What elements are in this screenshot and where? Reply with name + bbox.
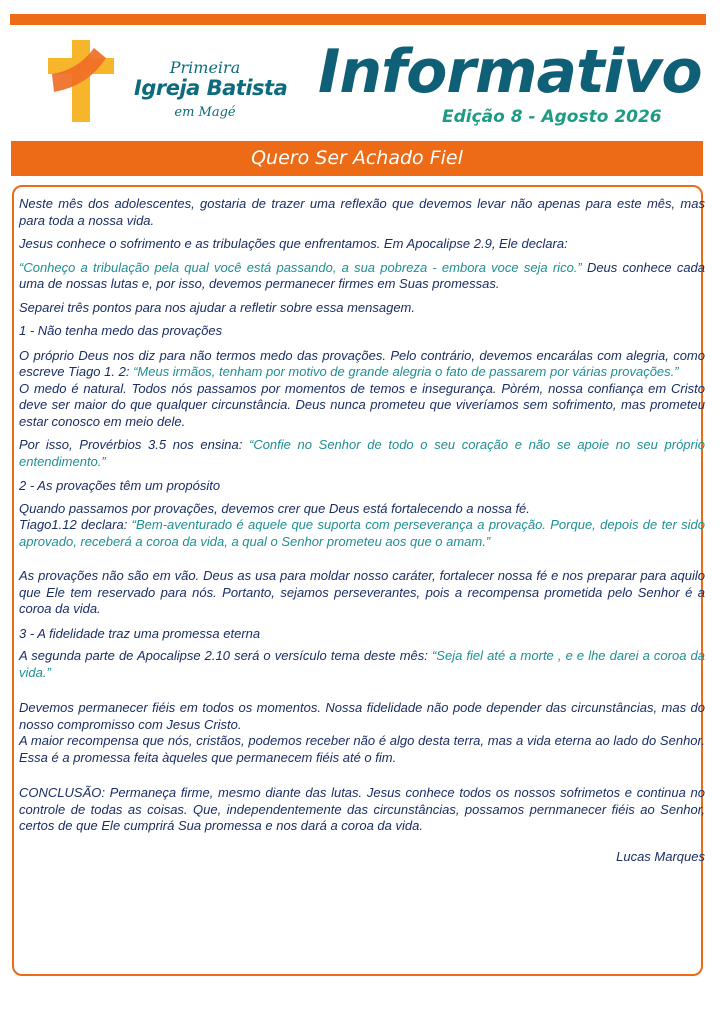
- section-heading-3: 3 - A fidelidade traz uma promessa eterna: [19, 625, 261, 641]
- scripture-quote: “Meus irmãos, tenham por motivo de grande alegria o fato de passarem por várias provações.”: [133, 364, 679, 379]
- paragraph: [19, 260, 705, 293]
- author-signature: Lucas Marques: [616, 848, 705, 864]
- newsletter-title: Informativo: [318, 37, 702, 107]
- paragraph: Neste mês dos adolescentes, gostaria de trazer uma reflexão que devemos levar não apenas para este mês, mas para toda a nossa vida.: [19, 196, 705, 228]
- church-logo: [48, 40, 288, 130]
- logo-line-3: em Magé: [174, 105, 236, 120]
- paragraph: Separei três pontos para nos ajudar a refletir sobre essa mensagem.: [19, 299, 415, 315]
- paragraph: A maior recompensa que nós, cristãos, podemos receber não é algo desta terra, mas a vida eterna ao lado do Senhor. Essa é a promessa feita àqueles que permanecem fiéis até o fim.: [19, 733, 705, 765]
- section-heading-2: 2 - As provações têm um propósito: [19, 478, 221, 493]
- cross-icon: [48, 40, 118, 122]
- scripture-quote: “Confie no Senhor de todo o seu coração e não se apoie no seu próprio entendimento.”: [19, 437, 705, 469]
- scripture-quote: “Bem-aventurado é aquele que suporta com perseverança a provação. Porque, depois de ter sido aprovado, receberá a coroa da vida, a qual o Senhor prometeu aos que o amam.”: [19, 517, 705, 549]
- paragraph: As provações não são em vão. Deus as usa para moldar nosso caráter, fortalecer nossa fé e nos preparar para aquilo que Ele tem reservado para nós. Portanto, sejamos perseverantes, pois a recompensa prometida pelo Senhor é a coroa da vida.: [19, 568, 705, 616]
- paragraph: Quando passamos por provações, devemos crer que Deus está fortalecendo a nossa fé.: [19, 500, 530, 516]
- logo-line-1: Primeira: [169, 58, 241, 77]
- scripture-quote: “Seja fiel até a morte , e e lhe darei a coroa da vida.”: [19, 648, 705, 680]
- paragraph: Jesus conhece o sofrimento e as tribulações que enfrentamos. Em Apocalipse 2.9, Ele declara:: [19, 236, 568, 251]
- section-heading-1: 1 - Não tenha medo das provações: [19, 323, 223, 338]
- paragraph-text: Tiago1.12 declara:: [19, 517, 132, 532]
- paragraph: [19, 437, 705, 470]
- top-accent-bar: [10, 14, 706, 25]
- scripture-quote: “Conheço a tribulação pela qual você está passando, a sua pobreza - embora voce seja rico.”: [19, 259, 582, 275]
- paragraph-text: O próprio Deus nos diz para não termos medo das provações. Pelo contrário, devemos encarálas com alegria, como escreve Tiago 1. 2:: [19, 347, 705, 379]
- paragraph: [19, 348, 705, 381]
- paragraph-text: A segunda parte de Apocalipse 2.10 será o versículo tema deste mês:: [19, 648, 432, 663]
- paragraph-text: Deus conhece cada uma de nossas lutas e, por isso, devemos permanecer firmes em Suas promessas.: [19, 259, 706, 291]
- paragraph: O medo é natural. Todos nós passamos por momentos de temos e insegurança. Pòrém, nossa confiança em Cristo deve ser maior do que qualquer circunstância. Deus nunca prometeu que viveríamos sem sofrimento, mas prometeu estar conosco em meio dele.: [19, 380, 705, 429]
- paragraph-text: Por isso, Provérbios 3.5 nos ensina:: [19, 437, 249, 452]
- paragraph: [19, 648, 705, 681]
- edition-label: Edição 8 - Agosto 2026: [442, 107, 662, 127]
- conclusion-paragraph: CONCLUSÃO: Permaneça firme, mesmo diante das lutas. Jesus conhece todos os nossos sofrimetos e continua no controle de todas as coisas. Que, independentemente das circunstâncias, possamos pernmanecer fiéis ao Senhor, certos de que Ele cumprirá Sua promessa e nos dará a coroa da vida.: [19, 785, 705, 833]
- article-body: [19, 196, 705, 865]
- logo-line-2: Igreja Batista: [134, 76, 288, 100]
- paragraph: [19, 517, 705, 550]
- article-title-banner: Quero Ser Achado Fiel: [11, 141, 703, 176]
- paragraph: Devemos permanecer fiéis em todos os momentos. Nossa fidelidade não pode depender das circunstâncias, mas do nosso compromisso com Jesus Cristo.: [19, 700, 705, 732]
